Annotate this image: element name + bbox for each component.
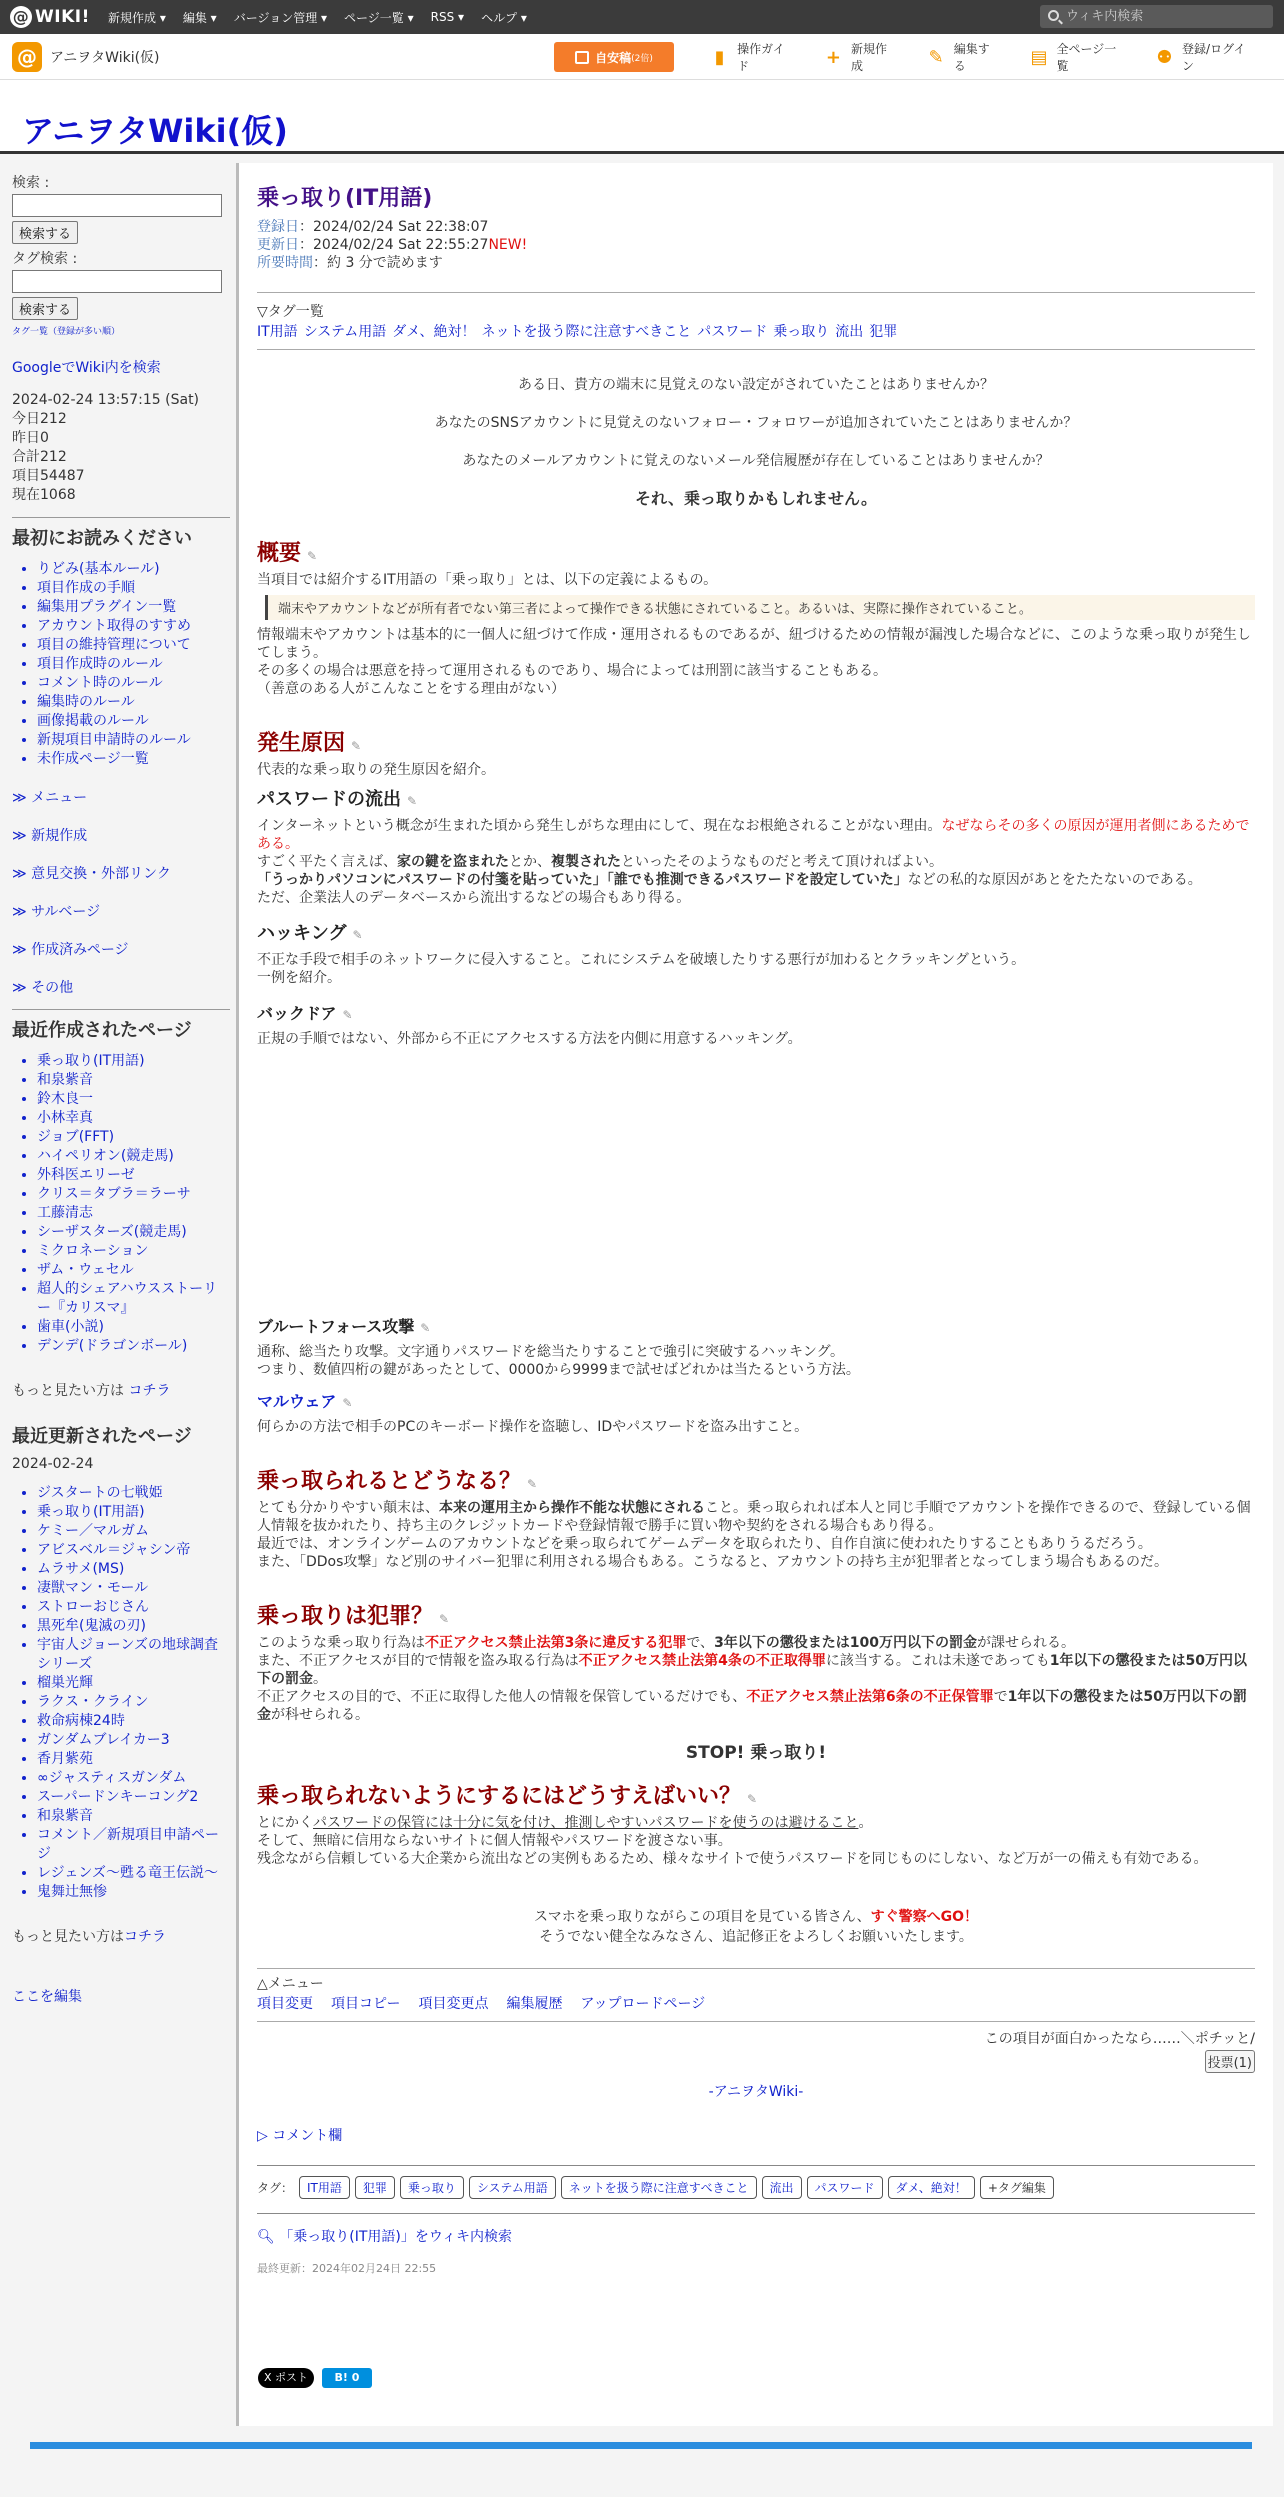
guide-link[interactable]	[710, 40, 794, 74]
tag-link[interactable]: 流出	[835, 324, 864, 340]
leak-p4: ただ、企業法人のデータベースから流出するなどの場合もあり得る。	[257, 890, 691, 906]
recent-updated-item[interactable]: • 凄獣マン・モール	[37, 1579, 230, 1598]
leak-p1-red: なぜならその多くの原因が運用者側にあるためである。	[257, 818, 1250, 852]
wiki-search-text: 「乗っ取り(IT用語)」をウィキ内検索	[279, 2229, 512, 2245]
recent-created-item[interactable]: • ジョブ(FFT)	[37, 1128, 230, 1147]
tag-chip[interactable]: 流出	[762, 2176, 802, 2199]
read-first-item[interactable]: • アカウント取得のすすめ	[37, 617, 230, 636]
edit-pencil-icon[interactable]: ✎	[352, 928, 363, 942]
hacking-p2: 一例を紹介。	[257, 970, 341, 986]
recent-updated-item[interactable]: • ストローおじさん	[37, 1598, 230, 1617]
overview-p2: 情報端末やアカウントは基本的に一個人に紐づけて作成・運用されるものであるが、紐づけるための情報が漏洩した場合などに、このような乗っ取りが発生してしまう。	[257, 627, 1251, 661]
section-cause-heading	[257, 726, 1255, 757]
calendar-icon	[575, 51, 589, 64]
section-crime-heading	[257, 1599, 1255, 1630]
section-new[interactable]: ≫ 新規作成	[12, 828, 88, 844]
effects-p2: 最近では、オンラインゲームのアカウントなどを乗っ取られてゲームデータを取られたり、自作自演に使われたりすることもありうるだろう。	[257, 1536, 1152, 1552]
tag-link[interactable]: IT用語	[257, 324, 298, 340]
overview-p1: 当項目では紹介するIT用語の「乗っ取り」とは、以下の定義によるもの。	[257, 572, 718, 588]
prevention-p1	[257, 1814, 1255, 1832]
leak-p3	[257, 871, 1255, 889]
recent-created-heading: 最近作成されたページ	[12, 1009, 230, 1042]
guide-label: 操作ガイド	[737, 42, 785, 73]
hacking-title: ハッキング	[257, 923, 347, 944]
edit-pencil-icon[interactable]: ✎	[407, 794, 418, 808]
crime-p3	[257, 1688, 1255, 1724]
tag-section-title[interactable]: ▽タグ一覧	[257, 304, 324, 320]
edit-label: 編集する	[953, 42, 990, 73]
section-salvage[interactable]: ≫ サルベージ	[12, 904, 101, 920]
hacking-heading	[257, 919, 1255, 945]
effects-p1-b: 本来の運用主から操作不能な状態にされる	[439, 1500, 705, 1516]
tag-chip[interactable]: パスワード	[807, 2176, 883, 2199]
overview-p4: （善意のある人がこんなことをする理由がない）	[257, 681, 565, 697]
section-prevention-title: 乗っ取られないようにするにはどうすえばいい？	[257, 1784, 742, 1809]
read-first-item[interactable]: • りどみ(基本ルール)	[37, 560, 230, 579]
vote-text: この項目が面白かったなら……＼ポチッと/	[984, 2031, 1255, 2047]
outro-red: すぐ警察へGO！	[870, 1909, 978, 1925]
login-label: 登録/ログイン	[1182, 42, 1246, 73]
section-overview-title: 概要	[257, 541, 302, 566]
leak-p3-text: などの私的な原因があとをたたないのである。	[907, 872, 1202, 888]
recent-updated-item[interactable]: • ラクス・クライン	[37, 1693, 230, 1712]
site-home-link[interactable]	[12, 42, 160, 72]
crime-p3-d: 1年以下の懲役または50万円以下の罰金	[257, 1689, 1247, 1723]
backdoor-heading	[257, 1001, 1255, 1024]
edit-pencil-icon[interactable]: ✎	[351, 739, 362, 753]
recent-created-item[interactable]: • 外科医エリーゼ	[37, 1166, 230, 1185]
crime-p1-a: このような乗っ取り行為は	[257, 1635, 425, 1651]
site-at-icon: @	[12, 42, 42, 72]
tag-chip[interactable]: ネットを扱う際に注意すべきこと	[561, 2176, 757, 2199]
search-icon: 🔍︎	[257, 2229, 275, 2245]
password-leak-title: パスワードの流出	[257, 789, 401, 810]
section-menu[interactable]: ≫ メニュー	[12, 790, 88, 806]
read-first-item[interactable]: • 新規項目申請時のルール	[37, 731, 230, 750]
tag-link[interactable]: ダメ、絶対！	[392, 324, 476, 340]
search-label: 検索 :	[12, 175, 50, 191]
read-first-heading: 最初にお読みください	[12, 517, 230, 550]
recent-created-item[interactable]: • 歯車(小説)	[37, 1318, 230, 1337]
at-logo-icon: @	[10, 6, 32, 28]
site-toolbar	[0, 34, 1284, 80]
top-menus	[108, 0, 544, 34]
page-menu-title[interactable]: △メニュー	[257, 1976, 324, 1992]
edit-pencil-icon[interactable]: ✎	[439, 1612, 450, 1626]
counter-total: 合計212	[12, 449, 67, 465]
all-pages-link[interactable]	[1029, 40, 1125, 74]
all-pages-label: 全ページ一覧	[1056, 42, 1117, 73]
page-menu-link[interactable]: 編集履歴	[506, 1996, 563, 2012]
section-created[interactable]: ≫ 作成済みページ	[12, 942, 129, 958]
tag-link[interactable]: ネットを扱う際に注意すべきこと	[481, 324, 692, 340]
recent-updated-item[interactable]: • レジェンズ〜甦る竜王伝説〜	[37, 1864, 230, 1883]
hatena-bookmark-button[interactable]: B! 0	[322, 2368, 372, 2388]
registered-date: ：2024/02/24 Sat 22:38:07	[299, 219, 489, 235]
more-created	[12, 1380, 230, 1400]
site-title-bar	[0, 80, 1284, 154]
menu-version[interactable]: バージョン管理 ▾	[233, 10, 328, 25]
read-first-list	[12, 560, 230, 769]
recent-updated-item[interactable]: • ケミー／マルガム	[37, 1522, 230, 1541]
social-buttons	[258, 2368, 372, 2388]
recent-updated-item[interactable]: • 鬼舞辻無惨	[37, 1883, 230, 1902]
recent-updated-item[interactable]: • 宇宙人ジョーンズの地球調査シリーズ	[37, 1636, 230, 1674]
registered-label: 登録日	[257, 219, 299, 235]
read-first-item[interactable]: • 項目作成時のルール	[37, 655, 230, 674]
menu-help[interactable]: ヘルプ ▾	[481, 10, 527, 25]
read-first-item[interactable]: • コメント時のルール	[37, 674, 230, 693]
tag-chip[interactable]: ダメ、絶対！	[888, 2176, 975, 2199]
section-cause-title: 発生原因	[257, 731, 346, 756]
crime-p3-e: が科せられる。	[271, 1707, 369, 1723]
pencil-icon: ✎	[928, 46, 944, 68]
overview-p3: その多くの場合は悪意を持って運用されるものであり、場合によっては刑罰に該当することもある。	[257, 663, 887, 679]
recent-updated-item[interactable]: • スーパードンキーコング2	[37, 1788, 230, 1807]
tag-link[interactable]: パスワード	[697, 324, 768, 340]
leak-p2	[257, 853, 1255, 871]
reading-time-label: 所要時間	[257, 255, 313, 271]
recent-created-item[interactable]: • ミクロネーション	[37, 1242, 230, 1261]
recent-created-item[interactable]: • 小林幸真	[37, 1109, 230, 1128]
recent-created-item[interactable]: • 乗っ取り(IT用語)	[37, 1052, 230, 1071]
search-placeholder: ウィキ内検索	[1066, 9, 1144, 24]
page-menu-link[interactable]: 項目変更	[257, 1996, 313, 2012]
new-page-link[interactable]	[824, 40, 897, 74]
cause-p1: 代表的な乗っ取りの発生原因を紹介。	[257, 762, 495, 778]
leak-p2-c: とか、	[509, 854, 551, 870]
ad-space	[257, 1048, 1255, 1306]
effects-p1-a: とても分かりやすい顛末は、	[257, 1500, 439, 1516]
edit-pencil-icon[interactable]: ✎	[342, 1008, 353, 1022]
outro-line2: そうでない健全なみなさん、追記修正をよろしくお願いいたします。	[539, 1929, 973, 1945]
reading-time: ：約 3 分で読めます	[313, 255, 443, 271]
overview-definition: 端末やアカウントなどが所有者でない第三者によって操作できる状態にされていること。あるいは、実際に操作されていること。	[265, 595, 1255, 620]
read-first-item[interactable]: • 項目作成の手順	[37, 579, 230, 598]
effects-p3: また、「DDos攻撃」など別のサイバー犯罪に利用される場合もある。こうなると、アカウントの持ち主が犯罪者となってしまう場合もあるのだ。	[257, 1554, 1169, 1570]
counter-items: 項目54487	[12, 468, 85, 484]
recent-created-item[interactable]: • シーザスターズ(競走馬)	[37, 1223, 230, 1242]
bottom-divider	[30, 2442, 1252, 2449]
plus-icon: +	[825, 46, 841, 68]
tag-row	[257, 2165, 1255, 2214]
backdoor-p1: 正規の手順ではない、外部から不正にアクセスする方法を内側に用意するハッキング。	[257, 1031, 802, 1047]
recent-updated-item[interactable]: • 榴巣光輝	[37, 1674, 230, 1693]
read-first-item[interactable]: • 未作成ページ一覧	[37, 750, 230, 769]
recent-created-item[interactable]: • クリス＝タブラ＝ラーサ	[37, 1185, 230, 1204]
outro	[257, 1906, 1255, 1946]
recent-created-list	[12, 1052, 230, 1356]
book-icon: ▮	[714, 46, 725, 68]
new-badge: NEW!	[488, 237, 528, 253]
recent-created-item[interactable]: • 鈴木良一	[37, 1090, 230, 1109]
crime-p2-c: に該当する。これは未遂であっても	[825, 1653, 1050, 1669]
tag-chips	[299, 2176, 980, 2199]
recent-created-item[interactable]: • 和泉紫音	[37, 1071, 230, 1090]
crime-p2-b: 不正アクセス禁止法第4条の不正取得罪	[578, 1653, 826, 1669]
recent-updated-item[interactable]: • ムラサメ(MS)	[37, 1560, 230, 1579]
page-menu	[257, 1968, 1255, 2022]
recent-created-item[interactable]: • 超人的シェアハウスストーリー『カリスマ』	[37, 1280, 230, 1318]
bruteforce-p1: 通称、総当たり攻撃。文字通りパスワードを総当たりすることで強引に突破するハッキング。	[257, 1344, 845, 1360]
crime-p1-e: が課せられる。	[977, 1635, 1076, 1651]
wiki-search-input[interactable]	[1040, 5, 1273, 28]
page-meta	[257, 218, 1255, 272]
wiki-footer-name[interactable]: -アニヲタWiki-	[708, 2084, 804, 2100]
prevention-p1-a: とにかく	[257, 1815, 313, 1831]
recent-updated-item[interactable]: • 黒死牟(鬼滅の刃)	[37, 1617, 230, 1636]
wiki-search-link[interactable]	[257, 2226, 1255, 2246]
updated-date: ：2024/02/24 Sat 22:55:27	[299, 237, 489, 253]
tag-chip[interactable]: システム用語	[469, 2176, 556, 2199]
bruteforce-heading	[257, 1314, 1255, 1337]
section-effects-heading	[257, 1464, 1255, 1495]
tag-links	[257, 321, 1255, 341]
recent-updated-item[interactable]: • ∞ジャスティスガンダム	[37, 1769, 230, 1788]
crime-p1	[257, 1634, 1255, 1652]
section-effects-title: 乗っ取られるとどうなる？	[257, 1469, 522, 1494]
crime-p2-a: また、不正アクセスが目的で情報を盗み取る行為は	[257, 1653, 579, 1669]
wiki-logo[interactable]	[10, 5, 90, 29]
recent-created-item[interactable]: • 工藤清志	[37, 1204, 230, 1223]
crime-p2-d: 1年以下の懲役または50万円以下の罰金	[257, 1653, 1248, 1687]
tag-row-label: タグ：	[257, 2181, 294, 2195]
recent-updated-item[interactable]: • 乗っ取り(IT用語)	[37, 1503, 230, 1522]
leak-p2-a: すごく平たく言えば、	[257, 854, 397, 870]
bruteforce-p2: つまり、数値四桁の鍵があったとして、0000から9999まで試せばどれかは当たるという方法。	[257, 1362, 860, 1378]
recent-updated-item[interactable]: • 和泉紫音	[37, 1807, 230, 1826]
recent-updated-item[interactable]: • ガンダムブレイカー3	[37, 1731, 230, 1750]
page-menu-link[interactable]: 項目変更点	[418, 1996, 489, 2012]
edit-pencil-icon[interactable]: ✎	[342, 1396, 353, 1410]
hacking-p1: 不正な手段で相手のネットワークに侵入すること。これにシステムを破壊したりする悪行が加わるとクラッキングという。	[257, 952, 1026, 968]
menu-rss[interactable]: RSS ▾	[430, 10, 465, 24]
x-post-button[interactable]: X ポスト	[258, 2368, 314, 2388]
intro-punchline: それ、乗っ取りかもしれません。	[635, 489, 877, 508]
malware-p1: 何らかの方法で相手のPCのキーボード操作を盗聴し、IDやパスワードを盗み出すこと。	[257, 1419, 809, 1435]
menu-pages[interactable]: ページ一覧 ▾	[344, 10, 414, 25]
tag-link[interactable]: システム用語	[303, 324, 387, 340]
section-other[interactable]: ≫ その他	[12, 980, 74, 996]
tool-links	[710, 34, 1284, 80]
crime-p1-d: 3年以下の懲役または100万円以下の罰金	[714, 1635, 978, 1651]
intro	[257, 376, 1255, 508]
top-nav-bar	[0, 0, 1284, 34]
intro-line: あなたのSNSアカウントに見覚えのないフォロー・フォロワーが追加されていたことはありませんか？	[434, 415, 1078, 431]
crime-p3-c: で	[993, 1689, 1008, 1705]
recent-updated-list	[12, 1484, 230, 1902]
counter-today: 今日212	[12, 411, 67, 427]
leak-p2-e: といったそのようなものだと考えて頂ければよい。	[621, 854, 943, 870]
counter-datetime: 2024-02-24 13:57:15 (Sat)	[12, 392, 200, 408]
access-counter	[12, 391, 230, 505]
malware-heading	[257, 1389, 1255, 1412]
edit-pencil-icon[interactable]: ✎	[527, 1477, 538, 1491]
section-crime-title: 乗っ取りは犯罪？	[257, 1604, 434, 1629]
tag-link[interactable]: 犯罪	[869, 324, 898, 340]
intro-line: ある日、貴方の端末に見覚えのない設定がされていたことはありませんか？	[518, 377, 994, 393]
backdoor-title: バックドア	[257, 1004, 337, 1023]
menu-edit[interactable]: 編集 ▾	[182, 10, 217, 25]
recent-updated-item[interactable]: • 香月紫苑	[37, 1750, 230, 1769]
page-menu-link[interactable]: 項目コピー	[331, 1996, 401, 2012]
tag-search-input[interactable]	[12, 270, 222, 293]
login-link[interactable]	[1155, 40, 1254, 74]
pages-icon: ▤	[1030, 46, 1048, 68]
tag-search-label: タグ検索 :	[12, 251, 78, 267]
recent-created-item[interactable]: • ザム・ウェセル	[37, 1261, 230, 1280]
recent-created-item[interactable]: • ハイペリオン(競走馬)	[37, 1147, 230, 1166]
ad-button-small: (2倍)	[631, 53, 653, 64]
more-created-link[interactable]: コチラ	[128, 1383, 171, 1399]
sidebar-search-input[interactable]	[12, 194, 222, 217]
tag-search-button[interactable]: 検索する	[12, 297, 78, 320]
main-content	[236, 163, 1273, 2426]
prevention-p1-c: 。	[858, 1815, 873, 1831]
tag-chip[interactable]: IT用語	[299, 2176, 350, 2199]
recent-updated-item[interactable]: • 救命病棟24時	[37, 1712, 230, 1731]
counter-yesterday: 昨日0	[12, 430, 49, 446]
crime-p3-a: 不正アクセスの目的で、不正に取得した他人の情報を保管しているだけでも、	[257, 1689, 747, 1705]
search-icon	[1048, 10, 1059, 21]
vote-area	[257, 2028, 1255, 2073]
page-title: 乗っ取り(IT用語)	[257, 186, 433, 211]
recent-updated-date: 2024-02-24	[12, 1456, 94, 1472]
ad-button-label: 自安稿	[595, 50, 632, 65]
section-prevention-heading	[257, 1779, 1255, 1810]
recent-updated-item[interactable]: • アビスベル＝ジャシン帝	[37, 1541, 230, 1560]
leak-p1-text: インターネットという概念が生まれた頃から発生しがちな理由にして、現在なお根絶されることがない理由。	[257, 818, 942, 834]
tag-chip[interactable]: 犯罪	[355, 2176, 395, 2199]
google-search-link[interactable]: GoogleでWiki内を検索	[12, 360, 161, 376]
crime-p1-c: で、	[686, 1635, 715, 1651]
more-created-text: もっと見たい方は	[12, 1383, 124, 1399]
read-first-item[interactable]: • 画像掲載のルール	[37, 712, 230, 731]
leak-p3-bold: 「うっかりパソコンにパスワードの付箋を貼っていた」「誰でも推測できるパスワードを設定していた」	[257, 872, 908, 888]
updated-label: 更新日	[257, 237, 299, 253]
edit-link[interactable]	[927, 40, 1000, 74]
leak-p1	[257, 817, 1255, 853]
tag-edit-button[interactable]: +タグ編集	[980, 2176, 1054, 2199]
password-leak-heading	[257, 785, 1255, 811]
last-updated: 最終更新：2024年02月24日 22:55	[257, 2262, 437, 2275]
recent-updated-item[interactable]: • ジスタートの七戦姫	[37, 1484, 230, 1503]
bruteforce-title: ブルートフォース攻撃	[257, 1317, 415, 1336]
tag-section	[257, 292, 1255, 350]
crime-p3-b: 不正アクセス禁止法第6条の不正保管罪	[746, 1689, 994, 1705]
leak-p2-d: 複製された	[551, 854, 621, 870]
crime-p2-e: 。	[313, 1671, 327, 1687]
sidebar	[0, 160, 230, 2420]
more-updated-text: もっと見たい方は	[12, 1929, 124, 1945]
effects-p1	[257, 1499, 1255, 1535]
comment-link[interactable]: ▷ コメント欄	[257, 2128, 343, 2144]
recent-updated-item[interactable]: • コメント／新規項目申請ページ	[37, 1826, 230, 1864]
logo-text: WIKI!	[35, 7, 90, 27]
tag-link[interactable]: 乗っ取り	[773, 324, 830, 340]
effects-p1-c: こと。乗っ取られれば本人と同じ手順でアカウントを操作できるので、登録している個人情報を抜かれたり、持ち主のクレジットカードや登録情報で勝手に買い物や契約をされる場合もあり得る。	[257, 1500, 1251, 1534]
tag-list-link[interactable]: タグ一覧（登録が多い順）	[12, 327, 121, 337]
edit-pencil-icon[interactable]: ✎	[307, 549, 318, 563]
recent-updated-heading: 最近更新されたページ	[12, 1426, 192, 1447]
page-menu-links	[257, 1993, 1255, 2013]
more-updated	[12, 1926, 230, 1946]
outro-line1: スマホを乗っ取りながらこの項目を見ている皆さん、	[534, 1909, 871, 1925]
stop-banner: STOP! 乗っ取り!	[685, 1743, 827, 1763]
ad-button[interactable]	[554, 42, 674, 72]
section-overview-heading	[257, 536, 1255, 567]
recent-created-item[interactable]: • デンデ(ドラゴンボール)	[37, 1337, 230, 1356]
menu-new[interactable]: 新規作成 ▾	[108, 10, 166, 25]
site-name: アニヲタWiki(仮)	[50, 50, 160, 66]
section-links[interactable]: ≫ 意見交換・外部リンク	[12, 866, 171, 882]
intro-line: あなたのメールアカウントに覚えのないメール発信履歴が存在していることはありませんか？	[462, 453, 1050, 469]
edit-sidebar-link[interactable]: ここを編集	[12, 1989, 82, 2005]
read-first-item[interactable]: • 項目の維持管理について	[37, 636, 230, 655]
vote-button[interactable]: 投票(1)	[1205, 2050, 1255, 2073]
prevention-p2: そして、無暗に信用ならないサイトに個人情報やパスワードを渡さない事。	[257, 1833, 732, 1849]
tag-chip[interactable]: 乗っ取り	[400, 2176, 464, 2199]
more-updated-link[interactable]: コチラ	[124, 1929, 166, 1945]
new-page-label: 新規作成	[850, 42, 887, 73]
malware-title[interactable]: マルウェア	[257, 1392, 337, 1411]
read-first-item[interactable]: • 編集用プラグイン一覧	[37, 598, 230, 617]
edit-pencil-icon[interactable]: ✎	[747, 1792, 758, 1806]
leak-p2-b: 家の鍵を盗まれた	[397, 854, 509, 870]
site-title[interactable]: アニヲタWiki(仮)	[22, 112, 288, 150]
sidebar-search-button[interactable]: 検索する	[12, 221, 78, 244]
counter-current: 現在1068	[12, 487, 76, 503]
prevention-p1-b: パスワードの保管には十分に気を付け、推測しやすいパスワードを使うのは避けること	[313, 1815, 859, 1831]
crime-p2	[257, 1652, 1255, 1688]
crime-p1-b: 不正アクセス禁止法第3条に違反する犯罪	[425, 1635, 687, 1651]
edit-pencil-icon[interactable]: ✎	[420, 1321, 431, 1335]
user-add-icon: ⚉	[1156, 46, 1173, 68]
read-first-item[interactable]: • 編集時のルール	[37, 693, 230, 712]
prevention-p3: 残念ながら信頼している大企業から流出などの実例もあるため、様々なサイトで使うパスワードを同じものにしない、など万が一の備えも有効である。	[257, 1851, 1208, 1867]
page-menu-link[interactable]: アップロードページ	[580, 1996, 706, 2012]
